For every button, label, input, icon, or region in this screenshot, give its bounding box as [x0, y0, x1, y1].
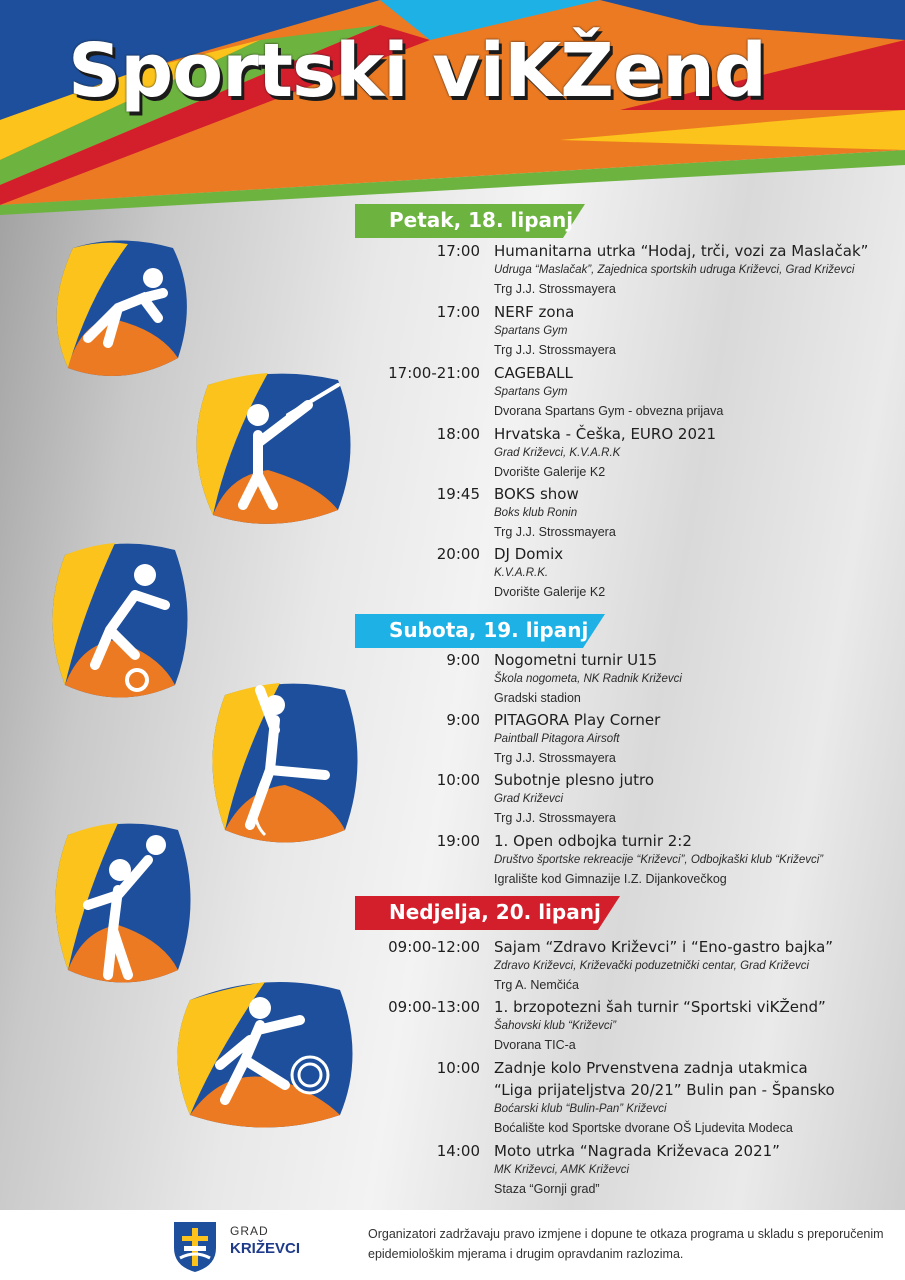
- event-organizer: Zdravo Križevci, Križevački poduzetnički centar, Grad Križevci: [494, 960, 810, 972]
- event-organizer: K.V.A.R.K.: [494, 567, 549, 579]
- gymnast-icon: [205, 675, 365, 850]
- event-location: Trg J.J. Strossmayera: [494, 811, 616, 825]
- event-time: 10:00: [436, 1059, 480, 1077]
- event-time: 19:45: [436, 485, 480, 503]
- event-title: Subotnje plesno jutro: [494, 771, 655, 789]
- event-time: 17:00: [436, 242, 480, 260]
- footer-city-label: GRAD: [230, 1224, 269, 1238]
- footer-city-name: KRIŽEVCI: [230, 1240, 301, 1257]
- runner-icon: [48, 238, 193, 383]
- event-title: Moto utrka “Nagrada Križevaca 2021”: [494, 1142, 780, 1160]
- event-location: Boćalište kod Sportske dvorane OŠ Ljudevita Modeca: [494, 1121, 793, 1135]
- event-location: Igralište kod Gimnazije I.Z. Dijankovečkog: [494, 872, 727, 886]
- event-title-line-2: “Liga prijateljstva 20/21” Bulin pan - Špansko: [494, 1081, 835, 1099]
- day-label: Nedjelja, 20. lipanj: [389, 900, 601, 924]
- shooter-icon: [188, 365, 358, 530]
- event-title: CAGEBALL: [494, 364, 573, 382]
- day-banner-friday: [355, 204, 585, 238]
- event-location: Dvorište Galerije K2: [494, 585, 606, 599]
- event-time: 20:00: [436, 545, 480, 563]
- event-time: 14:00: [436, 1142, 480, 1160]
- event-location: Gradski stadion: [494, 691, 581, 705]
- event-time: 9:00: [446, 651, 480, 669]
- event-organizer: MK Križevci, AMK Križevci: [494, 1164, 630, 1176]
- event-title: Humanitarna utrka “Hodaj, trči, vozi za Maslačak”: [494, 242, 869, 260]
- event-organizer: Šahovski klub “Križevci”: [494, 1020, 617, 1032]
- event-time: 17:00: [436, 303, 480, 321]
- event-location: Staza “Gornji grad”: [494, 1182, 600, 1196]
- event-time: 09:00-12:00: [388, 938, 480, 956]
- event-title: BOKS show: [494, 485, 579, 503]
- event-organizer: Udruga “Maslačak”, Zajednica sportskih udruga Križevci, Grad Križevci: [494, 264, 855, 276]
- event-organizer: Boćarski klub “Bulin-Pan” Križevci: [494, 1103, 667, 1115]
- event-organizer: Grad Križevci, K.V.A.R.K: [494, 447, 621, 459]
- volleyball-icon: [48, 815, 198, 990]
- event-title: Zadnje kolo Prvenstvena zadnja utakmica: [494, 1059, 808, 1077]
- footer-disclaimer: Organizatori zadržavaju pravo izmjene i dopune te otkaza programa u skladu s preporučenim epidemiološkim mjerama i drugim opravdanim razlozima.: [368, 1227, 884, 1261]
- event-organizer: Grad Križevci: [494, 793, 564, 805]
- event-title: DJ Domix: [494, 545, 564, 563]
- event-title: 1. Open odbojka turnir 2:2: [494, 832, 692, 850]
- event-location: Trg J.J. Strossmayera: [494, 282, 616, 296]
- football-icon: [45, 535, 195, 705]
- event-title: PITAGORA Play Corner: [494, 711, 661, 729]
- event-title: 1. brzopotezni šah turnir “Sportski viKŽend”: [494, 998, 826, 1016]
- event-time: 18:00: [436, 425, 480, 443]
- event-location: Trg J.J. Strossmayera: [494, 751, 616, 765]
- event-location: Trg J.J. Strossmayera: [494, 525, 616, 539]
- event-title: NERF zona: [494, 303, 575, 321]
- day-banner-saturday: [355, 614, 605, 648]
- day-label: Petak, 18. lipanj: [389, 208, 574, 232]
- event-title: Hrvatska - Češka, EURO 2021: [494, 425, 717, 443]
- event-organizer: Škola nogometa, NK Radnik Križevci: [494, 673, 682, 685]
- event-title: Nogometni turnir U15: [494, 651, 658, 669]
- bowler-icon: [170, 970, 360, 1135]
- event-time: 09:00-13:00: [388, 998, 480, 1016]
- page-title: Sportski viKŽend: [68, 28, 766, 114]
- event-organizer: Društvo športske rekreacije “Križevci”, Odbojkaški klub “Križevci”: [494, 854, 824, 866]
- event-location: Trg A. Nemčića: [494, 978, 579, 992]
- event-location: Dvorište Galerije K2: [494, 465, 606, 479]
- event-organizer: Spartans Gym: [494, 325, 568, 337]
- event-time: 9:00: [446, 711, 480, 729]
- event-location: Dvorana TIC-a: [494, 1038, 576, 1052]
- event-organizer: Spartans Gym: [494, 386, 568, 398]
- event-organizer: Boks klub Ronin: [494, 507, 578, 519]
- event-time: 17:00-21:00: [388, 364, 480, 382]
- event-title: Sajam “Zdravo Križevci” i “Eno-gastro bajka”: [494, 938, 834, 956]
- city-crest-logo: [170, 1218, 220, 1274]
- event-location: Dvorana Spartans Gym - obvezna prijava: [494, 404, 724, 418]
- event-location: Trg J.J. Strossmayera: [494, 343, 616, 357]
- event-time: 19:00: [436, 832, 480, 850]
- day-label: Subota, 19. lipanj: [389, 618, 589, 642]
- event-organizer: Paintball Pitagora Airsoft: [494, 733, 620, 745]
- footer: [0, 1210, 905, 1280]
- day-banner-sunday: [355, 896, 620, 930]
- event-time: 10:00: [436, 771, 480, 789]
